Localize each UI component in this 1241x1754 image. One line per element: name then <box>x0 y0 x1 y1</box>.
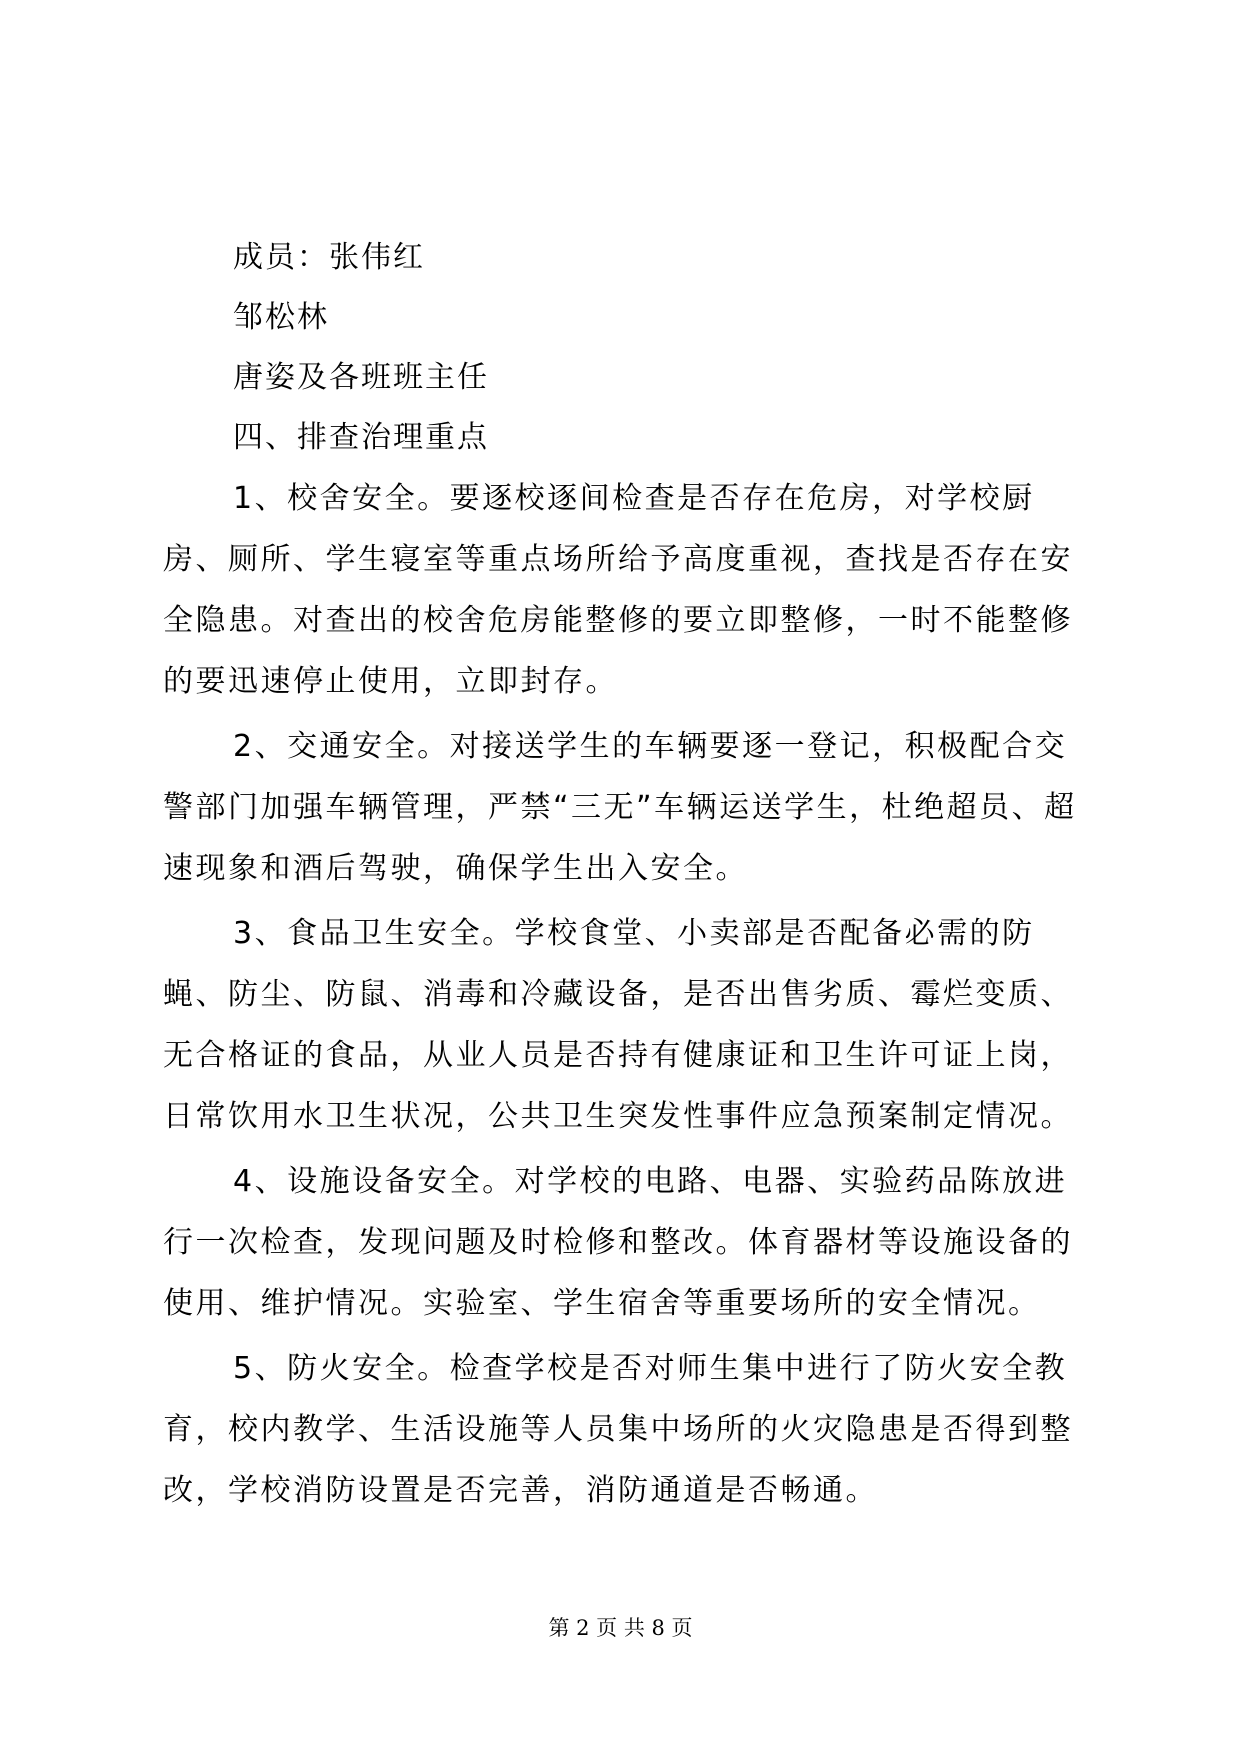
member-name-line: 唐姿及各班班主任 <box>233 360 489 395</box>
members-line: 成员：张伟红 <box>233 240 425 275</box>
member-name-line: 邹松林 <box>233 300 329 335</box>
paragraph-food-safety: 3、食品卫生安全。学校食堂、小卖部是否配备必需的防蝇、防尘、防鼠、消毒和冷藏设备，是否出售劣质、霉烂变质、无合格证的食品，从业人员是否持有健康证和卫生许可证上岗，日常饮用水卫生状况，公共卫生突发性事件应急预案制定情况。 <box>163 916 1073 1134</box>
page-number-footer: 第 2 页 共 8 页 <box>548 1616 693 1640</box>
section-heading: 四、排查治理重点 <box>233 420 489 455</box>
paragraph-fire-safety: 5、防火安全。检查学校是否对师生集中进行了防火安全教育，校内教学、生活设施等人员集中场所的火灾隐患是否得到整改，学校消防设置是否完善，消防通道是否畅通。 <box>163 1351 1073 1508</box>
document-body <box>163 228 1088 1525</box>
paragraph-building-safety: 1、校舍安全。要逐校逐间检查是否存在危房，对学校厨房、厕所、学生寝室等重点场所给予高度重视，查找是否存在安全隐患。对查出的校舍危房能整修的要立即整修，一时不能整修的要迅速停止使用，立即封存。 <box>163 481 1073 699</box>
paragraph-facility-safety: 4、设施设备安全。对学校的电路、电器、实验药品陈放进行一次检查，发现问题及时检修和整改。体育器材等设施设备的使用、维护情况。实验室、学生宿舍等重要场所的安全情况。 <box>163 1164 1073 1321</box>
paragraph-traffic-safety: 2、交通安全。对接送学生的车辆要逐一登记，积极配合交警部门加强车辆管理，严禁“三无”车辆运送学生，杜绝超员、超速现象和酒后驾驶，确保学生出入安全。 <box>163 729 1077 886</box>
